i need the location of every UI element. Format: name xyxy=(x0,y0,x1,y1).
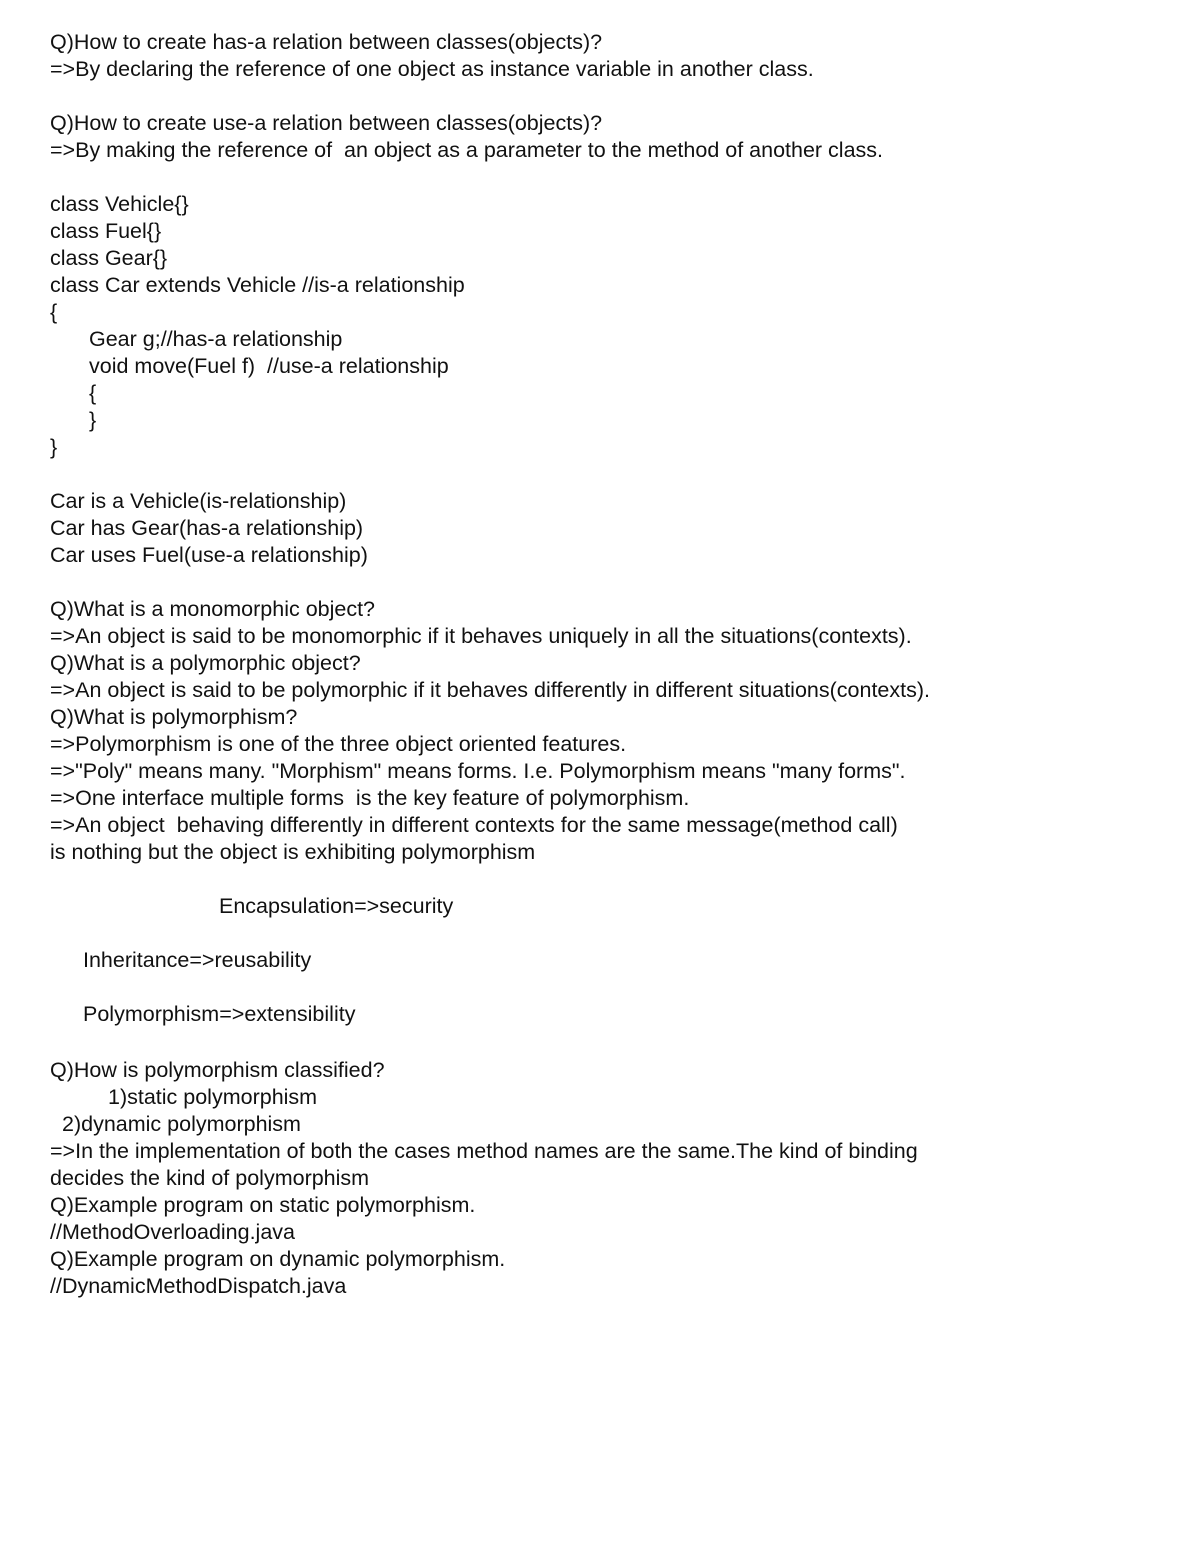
answer-line: decides the kind of polymorphism xyxy=(50,1166,370,1190)
list-item: 2)dynamic polymorphism xyxy=(62,1112,301,1136)
code-line: class Gear{} xyxy=(50,246,168,270)
feature-polymorphism: Polymorphism=>extensibility xyxy=(83,1002,356,1026)
code-line: class Fuel{} xyxy=(50,219,162,243)
code-line: Gear g;//has-a relationship xyxy=(89,327,343,351)
answer-line: =>An object behaving differently in different contexts for the same message(method call) xyxy=(50,813,898,837)
code-line: } xyxy=(89,408,97,432)
question-has-a: Q)How to create has-a relation between classes(objects)? xyxy=(50,30,603,54)
answer-use-a: =>By making the reference of an object as a parameter to the method of another class. xyxy=(50,138,884,162)
question-use-a: Q)How to create use-a relation between classes(objects)? xyxy=(50,111,603,135)
code-line: class Car extends Vehicle //is-a relationship xyxy=(50,273,465,297)
answer-line: is nothing but the object is exhibiting polymorphism xyxy=(50,840,536,864)
code-line: void move(Fuel f) //use-a relationship xyxy=(89,354,449,378)
answer-has-a: =>By declaring the reference of one object as instance variable in another class. xyxy=(50,57,814,81)
relationship-summary-line: Car uses Fuel(use-a relationship) xyxy=(50,543,368,567)
question-polymorphism: Q)What is polymorphism? xyxy=(50,705,298,729)
file-reference: //MethodOverloading.java xyxy=(50,1220,296,1244)
code-line: { xyxy=(89,381,97,405)
code-line: } xyxy=(50,435,58,459)
question-monomorphic: Q)What is a monomorphic object? xyxy=(50,597,376,621)
list-item: 1)static polymorphism xyxy=(108,1085,318,1109)
feature-encapsulation: Encapsulation=>security xyxy=(219,894,454,918)
answer-line: =>"Poly" means many. "Morphism" means forms. I.e. Polymorphism means "many forms". xyxy=(50,759,906,783)
question-classification: Q)How is polymorphism classified? xyxy=(50,1058,385,1082)
code-line: class Vehicle{} xyxy=(50,192,189,216)
code-line: { xyxy=(50,300,58,324)
answer-line: =>Polymorphism is one of the three object oriented features. xyxy=(50,732,627,756)
answer-line: =>In the implementation of both the cases method names are the same.The kind of binding xyxy=(50,1139,918,1163)
question-dynamic-example: Q)Example program on dynamic polymorphism. xyxy=(50,1247,506,1271)
answer-line: =>One interface multiple forms is the key feature of polymorphism. xyxy=(50,786,690,810)
relationship-summary-line: Car is a Vehicle(is-relationship) xyxy=(50,489,347,513)
answer-monomorphic: =>An object is said to be monomorphic if it behaves uniquely in all the situations(contexts). xyxy=(50,624,912,648)
file-reference: //DynamicMethodDispatch.java xyxy=(50,1274,347,1298)
question-polymorphic: Q)What is a polymorphic object? xyxy=(50,651,361,675)
question-static-example: Q)Example program on static polymorphism. xyxy=(50,1193,476,1217)
feature-inheritance: Inheritance=>reusability xyxy=(83,948,312,972)
relationship-summary-line: Car has Gear(has-a relationship) xyxy=(50,516,364,540)
answer-polymorphic: =>An object is said to be polymorphic if it behaves differently in different situations(contexts). xyxy=(50,678,930,702)
